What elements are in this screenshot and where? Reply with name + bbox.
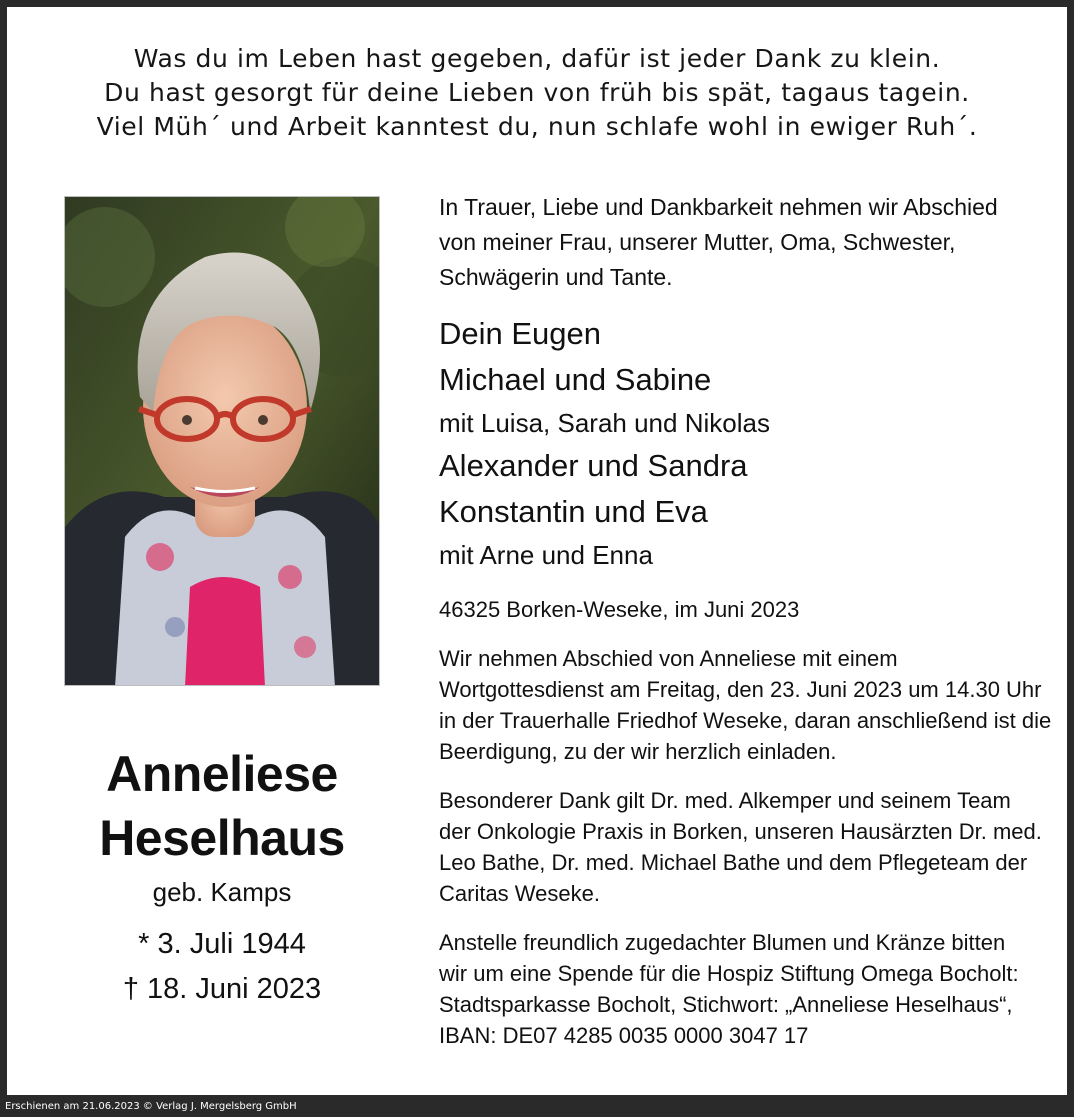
thanks-line: Leo Bathe, Dr. med. Michael Bathe und dem Pflegeteam der bbox=[439, 850, 1028, 875]
service-line: Wortgottesdienst am Freitag, den 23. Juni 2023 um 14.30 Uhr bbox=[439, 677, 1042, 702]
family-line: Alexander und Sandra bbox=[439, 448, 748, 483]
family-line: mit Arne und Enna bbox=[439, 540, 653, 570]
place-date: 46325 Borken-Weseke, im Juni 2023 bbox=[439, 597, 800, 622]
donation-line: Stadtsparkasse Bocholt, Stichwort: „Anneliese Heselhaus“, bbox=[439, 992, 1013, 1017]
portrait-photo bbox=[64, 196, 380, 686]
poem-line-2: Du hast gesorgt für deine Lieben von früh bis spät, tagaus tagein. bbox=[104, 78, 970, 107]
service-line: in der Trauerhalle Friedhof Weseke, daran anschließend ist die bbox=[439, 708, 1052, 733]
donation-line: Anstelle freundlich zugedachter Blumen und Kränze bitten bbox=[439, 930, 1006, 955]
poem-line-3: Viel Müh´ und Arbeit kanntest du, nun schlafe wohl in ewiger Ruh´. bbox=[96, 112, 978, 141]
thanks-line: Caritas Weseke. bbox=[439, 881, 600, 906]
intro-line: In Trauer, Liebe und Dankbarkeit nehmen wir Abschied bbox=[439, 194, 998, 220]
family-line: mit Luisa, Sarah und Nikolas bbox=[439, 408, 770, 438]
intro-line: von meiner Frau, unserer Mutter, Oma, Schwester, bbox=[439, 229, 956, 255]
birth-date: * 3. Juli 1944 bbox=[138, 928, 306, 960]
family-line: Dein Eugen bbox=[439, 316, 602, 351]
intro-text bbox=[439, 190, 1049, 295]
service-line: Beerdigung, zu der wir herzlich einladen. bbox=[439, 739, 837, 764]
family-list bbox=[439, 311, 1049, 575]
text-column bbox=[439, 190, 1052, 1051]
poem bbox=[0, 42, 1074, 144]
maiden-name: geb. Kamps bbox=[152, 877, 292, 907]
first-name: Anneliese bbox=[106, 746, 338, 802]
deceased-info bbox=[64, 742, 380, 1012]
intro-line: Schwägerin und Tante. bbox=[439, 264, 673, 290]
portrait-illustration bbox=[65, 197, 380, 686]
thanks-line: der Onkologie Praxis in Borken, unseren Hausärzten Dr. med. bbox=[439, 819, 1042, 844]
footer-bar bbox=[0, 1097, 1074, 1117]
donation-text bbox=[439, 927, 1049, 1051]
family-line: Konstantin und Eva bbox=[439, 494, 708, 529]
donation-line: IBAN: DE07 4285 0035 0000 3047 17 bbox=[439, 1023, 809, 1048]
thanks-text bbox=[439, 785, 1049, 909]
service-info bbox=[439, 643, 1052, 767]
service-line: Wir nehmen Abschied von Anneliese mit einem bbox=[439, 646, 898, 671]
thanks-line: Besonderer Dank gilt Dr. med. Alkemper und seinem Team bbox=[439, 788, 1011, 813]
death-date: † 18. Juni 2023 bbox=[122, 973, 322, 1005]
poem-line-1: Was du im Leben hast gegeben, dafür ist jeder Dank zu klein. bbox=[133, 44, 941, 73]
last-name: Heselhaus bbox=[99, 810, 345, 866]
family-line: Michael und Sabine bbox=[439, 362, 712, 397]
publication-note: Erschienen am 21.06.2023 © Verlag J. Mergelsberg GmbH bbox=[5, 1101, 297, 1112]
donation-line: wir um eine Spende für die Hospiz Stiftung Omega Bocholt: bbox=[439, 961, 1019, 986]
